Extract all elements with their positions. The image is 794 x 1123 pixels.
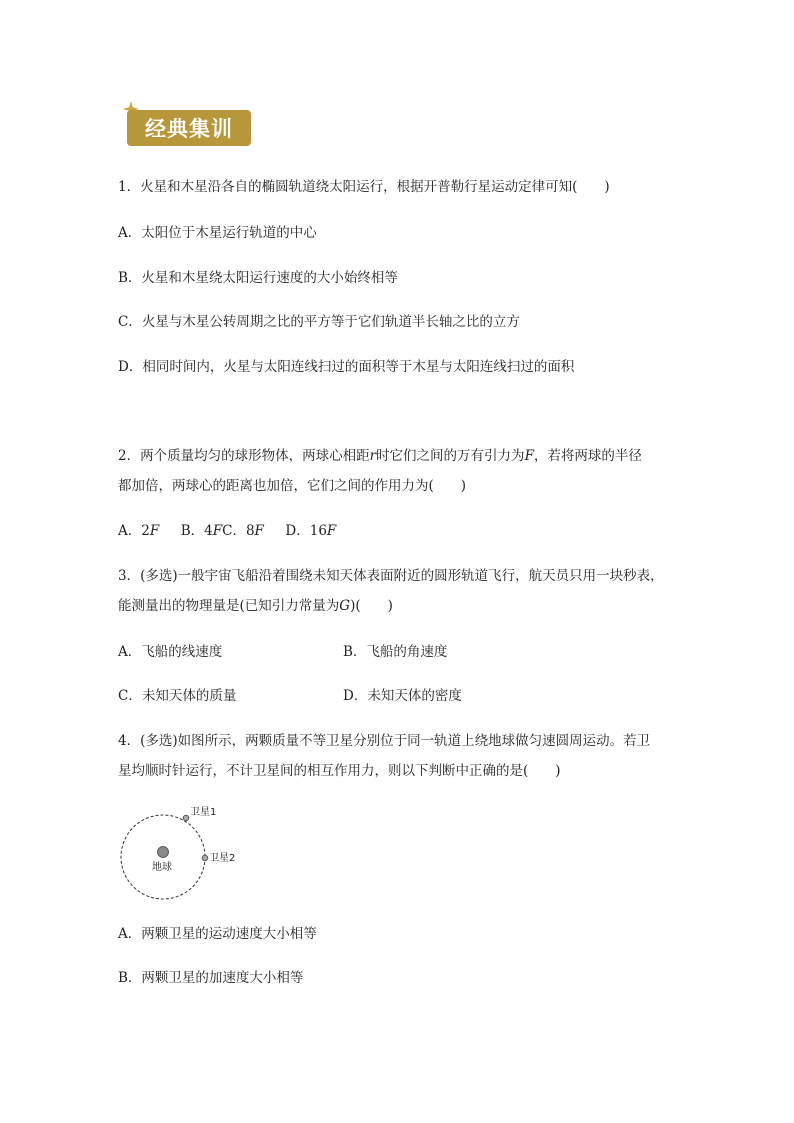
variable-g: G	[339, 598, 351, 614]
question-2-option-d: D．16	[271, 523, 327, 539]
earth-label: 地球	[152, 862, 172, 873]
question-2-stem-line-1	[118, 447, 642, 465]
question-2-option-c: C．8	[222, 523, 255, 539]
orbit-figure	[118, 800, 268, 910]
question-3-option-c: C．未知天体的质量	[118, 688, 237, 704]
question-2-stem-text-c: ，若将两球的半径	[533, 448, 642, 464]
question-3-stem-text-a: 能测量出的物理量是(已知引力常量为	[118, 598, 340, 614]
variable-f: F	[524, 448, 534, 464]
satellite-1-label: 卫星1	[190, 807, 217, 818]
question-4-option-b: B．两颗卫星的加速度大小相等	[118, 970, 304, 986]
question-1-option-b: B．火星和木星绕太阳运行速度的大小始终相等	[118, 270, 398, 286]
question-3-stem-line-2	[118, 597, 393, 615]
variable-r: r	[369, 448, 377, 464]
satellite-2-label: 卫星2	[209, 853, 236, 864]
section-badge: 经典集训	[127, 110, 251, 146]
variable-f: F	[212, 523, 223, 539]
question-2-stem-text-a: 2．两个质量均匀的球形物体，两球心相距	[118, 448, 370, 464]
question-4-stem-line-2: 星均顺时针运行，不计卫星间的相互作用力，则以下判断中正确的是( )	[118, 763, 561, 779]
question-4-stem-line-1: 4．(多选)如图所示，两颗质量不等卫星分别位于同一轨道上绕地球做匀速圆周运动。若卫	[118, 733, 651, 749]
question-2-stem-line-2: 都加倍，两球心的距离也加倍，它们之间的作用力为( )	[118, 478, 467, 494]
question-1-option-c: C．火星与木星公转周期之比的平方等于它们轨道半长轴之比的立方	[118, 314, 520, 330]
question-3-option-b: B．飞船的角速度	[343, 644, 448, 660]
question-3-option-d: D．未知天体的密度	[343, 688, 462, 704]
question-1-option-a: A．太阳位于木星运行轨道的中心	[118, 225, 317, 241]
question-3-option-a: A．飞船的线速度	[118, 644, 223, 660]
satellite-2	[202, 855, 208, 861]
question-3-stem-line-1: 3．(多选)一般宇宙飞船沿着围绕未知天体表面附近的圆形轨道飞行，航天员只用一块秒表，	[118, 568, 664, 584]
question-1-stem: 1．火星和木星沿各自的椭圆轨道绕太阳运行，根据开普勒行星运动定律可知( )	[118, 179, 610, 195]
earth-sphere	[158, 847, 169, 858]
question-2-stem-text-b: 时它们之间的万有引力为	[376, 448, 525, 464]
question-2-option-a: A．2	[118, 523, 150, 539]
question-1-option-d: D．相同时间内，火星与太阳连线扫过的面积等于木星与太阳连线扫过的面积	[118, 359, 575, 375]
satellite-1	[183, 815, 189, 821]
question-2-options	[118, 522, 336, 540]
question-3-stem-text-b: )( )	[350, 598, 393, 614]
question-2-option-b: B．4	[167, 523, 213, 539]
variable-f: F	[254, 523, 264, 539]
question-4-option-a: A．两颗卫星的运动速度大小相等	[118, 926, 317, 942]
variable-f: F	[149, 523, 160, 539]
variable-f: F	[326, 523, 337, 539]
